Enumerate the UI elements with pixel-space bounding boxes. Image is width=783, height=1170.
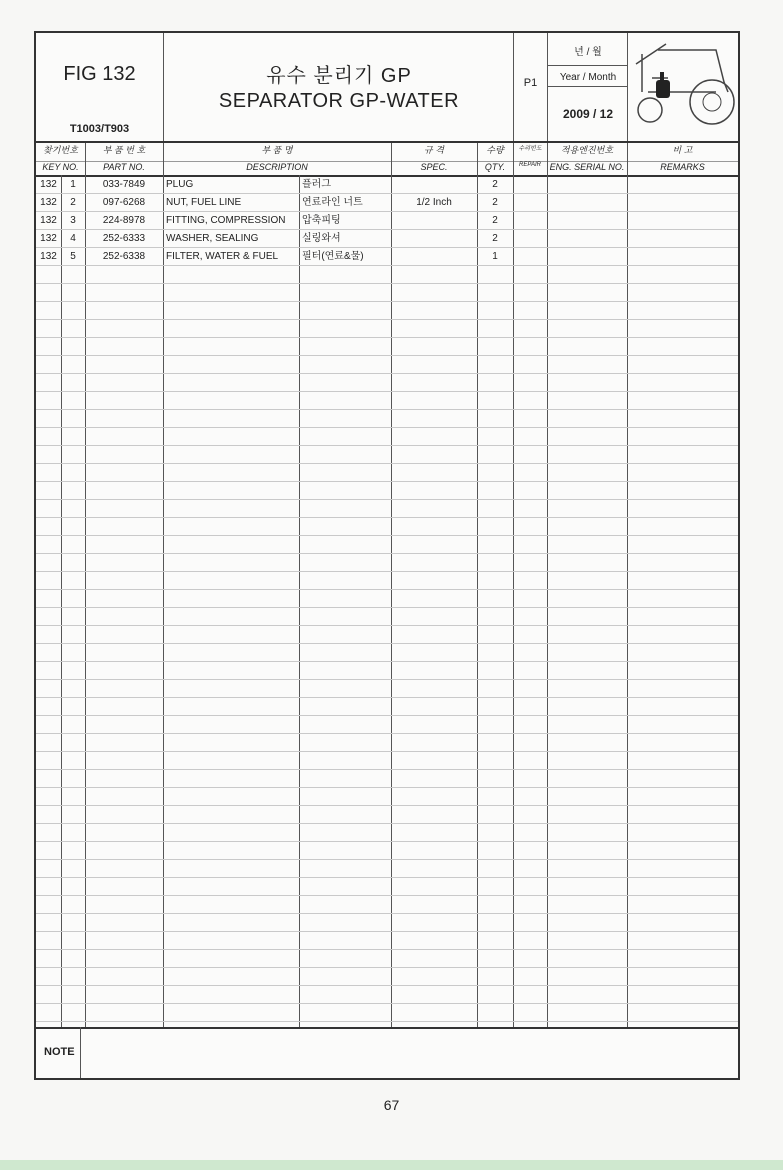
row-quantity: 2 (492, 197, 498, 208)
row-ruling (36, 391, 738, 392)
column-heading-repair-korean: 수리빈도 (518, 146, 542, 152)
row-part-number: 097-6268 (102, 197, 146, 208)
figure-number: FIG 132 (63, 63, 136, 85)
column-heading-spec: SPEC. (420, 162, 448, 172)
column-heading-qty: QTY. (484, 162, 506, 172)
row-ruling (36, 499, 738, 500)
note-divider (80, 1027, 81, 1078)
row-ruling (36, 571, 738, 572)
row-fig-number: 132 (40, 215, 57, 226)
row-ruling (36, 931, 738, 932)
row-ruling (36, 1003, 738, 1004)
column-heading-repair: REPAIR (519, 162, 541, 168)
row-ruling (36, 805, 738, 806)
row-quantity: 2 (492, 179, 498, 190)
row-key-number: 5 (70, 251, 76, 262)
row-ruling (36, 949, 738, 950)
parts-list-sheet (34, 31, 740, 1080)
row-quantity: 1 (492, 251, 498, 262)
column-heading-description: DESCRIPTION (246, 162, 308, 172)
column-heading-qty-korean: 수량 (486, 145, 504, 155)
row-description-korean: 압축피팅 (302, 215, 341, 226)
column-heading-key: KEY NO. (42, 162, 79, 172)
row-key-number: 2 (70, 197, 76, 208)
row-ruling (36, 697, 738, 698)
column-heading-engine-korean: 적용엔진번호 (560, 145, 614, 155)
row-ruling (36, 283, 738, 284)
row-description: FITTING, COMPRESSION (166, 215, 286, 226)
row-ruling (36, 841, 738, 842)
bottom-band (0, 1160, 783, 1170)
row-part-number: 252-6338 (102, 251, 146, 262)
row-ruling (36, 859, 738, 860)
row-ruling (36, 463, 738, 464)
column-heading-spec-korean: 규 격 (424, 145, 444, 155)
column-heading-description-korean: 부 품 명 (261, 145, 293, 155)
page-code: P1 (523, 77, 538, 89)
row-fig-number: 132 (40, 197, 57, 208)
row-ruling (36, 643, 738, 644)
header-divider (547, 86, 627, 87)
page-number: 67 (383, 1097, 400, 1113)
row-part-number: 252-6333 (102, 233, 146, 244)
year-month-label: Year / Month (559, 72, 617, 83)
row-quantity: 2 (492, 233, 498, 244)
row-ruling (36, 985, 738, 986)
row-description: PLUG (166, 179, 194, 190)
row-description: NUT, FUEL LINE (166, 197, 242, 208)
row-ruling (36, 895, 738, 896)
header-divider (163, 33, 164, 143)
row-ruling (36, 517, 738, 518)
row-description-korean: 플러그 (302, 179, 331, 190)
row-fig-number: 132 (40, 251, 57, 262)
column-heading-key-korean: 찾기번호 (43, 145, 78, 155)
row-ruling (36, 337, 738, 338)
row-ruling (36, 481, 738, 482)
column-heading-remarks: REMARKS (660, 162, 705, 172)
header-divider (547, 65, 627, 66)
row-ruling (36, 409, 738, 410)
column-heading-remarks-korean: 비 고 (672, 145, 693, 155)
row-part-number: 033-7849 (102, 179, 146, 190)
row-description-korean: 연료라인 너트 (302, 197, 363, 208)
row-key-number: 3 (70, 215, 76, 226)
row-ruling (36, 733, 738, 734)
row-ruling (36, 679, 738, 680)
row-fig-number: 132 (40, 233, 57, 244)
row-ruling (36, 913, 738, 914)
column-heading-engine: ENG. SERIAL NO. (549, 162, 625, 172)
row-ruling (36, 787, 738, 788)
row-ruling (36, 445, 738, 446)
row-ruling (36, 751, 738, 752)
row-ruling (36, 967, 738, 968)
row-ruling (36, 877, 738, 878)
row-ruling (36, 607, 738, 608)
row-key-number: 4 (70, 233, 76, 244)
row-ruling (36, 427, 738, 428)
row-part-number: 224-8978 (102, 215, 146, 226)
column-heading-part-korean: 부 품 번 호 (102, 145, 146, 155)
row-description: FILTER, WATER & FUEL (166, 251, 279, 262)
row-fig-number: 132 (40, 179, 57, 190)
row-ruling (36, 589, 738, 590)
row-ruling (36, 355, 738, 356)
model-code: T1003/T903 (69, 123, 130, 135)
note-label: NOTE (44, 1046, 75, 1058)
row-ruling (36, 319, 738, 320)
row-ruling (36, 1021, 738, 1022)
row-ruling (36, 769, 738, 770)
column-divider (299, 175, 300, 1027)
page-title: SEPARATOR GP-WATER (218, 90, 460, 112)
row-description-korean: 실링와셔 (302, 233, 341, 244)
column-heading-part: PART NO. (103, 162, 145, 172)
row-ruling (36, 715, 738, 716)
note-top-border (36, 1027, 738, 1029)
year-month-value: 2009 / 12 (562, 107, 614, 121)
row-ruling (36, 823, 738, 824)
page-title-korean: 유수 분리기 GP (266, 65, 412, 87)
row-quantity: 2 (492, 215, 498, 226)
row-ruling (36, 301, 738, 302)
row-description-korean: 필터(연료&물) (302, 251, 364, 262)
tractor-icon (628, 36, 736, 140)
row-ruling (36, 373, 738, 374)
row-description: WASHER, SEALING (166, 233, 259, 244)
row-ruling (36, 625, 738, 626)
year-month-label-korean: 년 / 월 (574, 47, 602, 58)
row-key-number: 1 (70, 179, 76, 190)
row-ruling (36, 535, 738, 536)
row-spec: 1/2 Inch (416, 197, 452, 208)
row-ruling (36, 553, 738, 554)
column-divider (61, 175, 62, 1027)
row-ruling (36, 661, 738, 662)
